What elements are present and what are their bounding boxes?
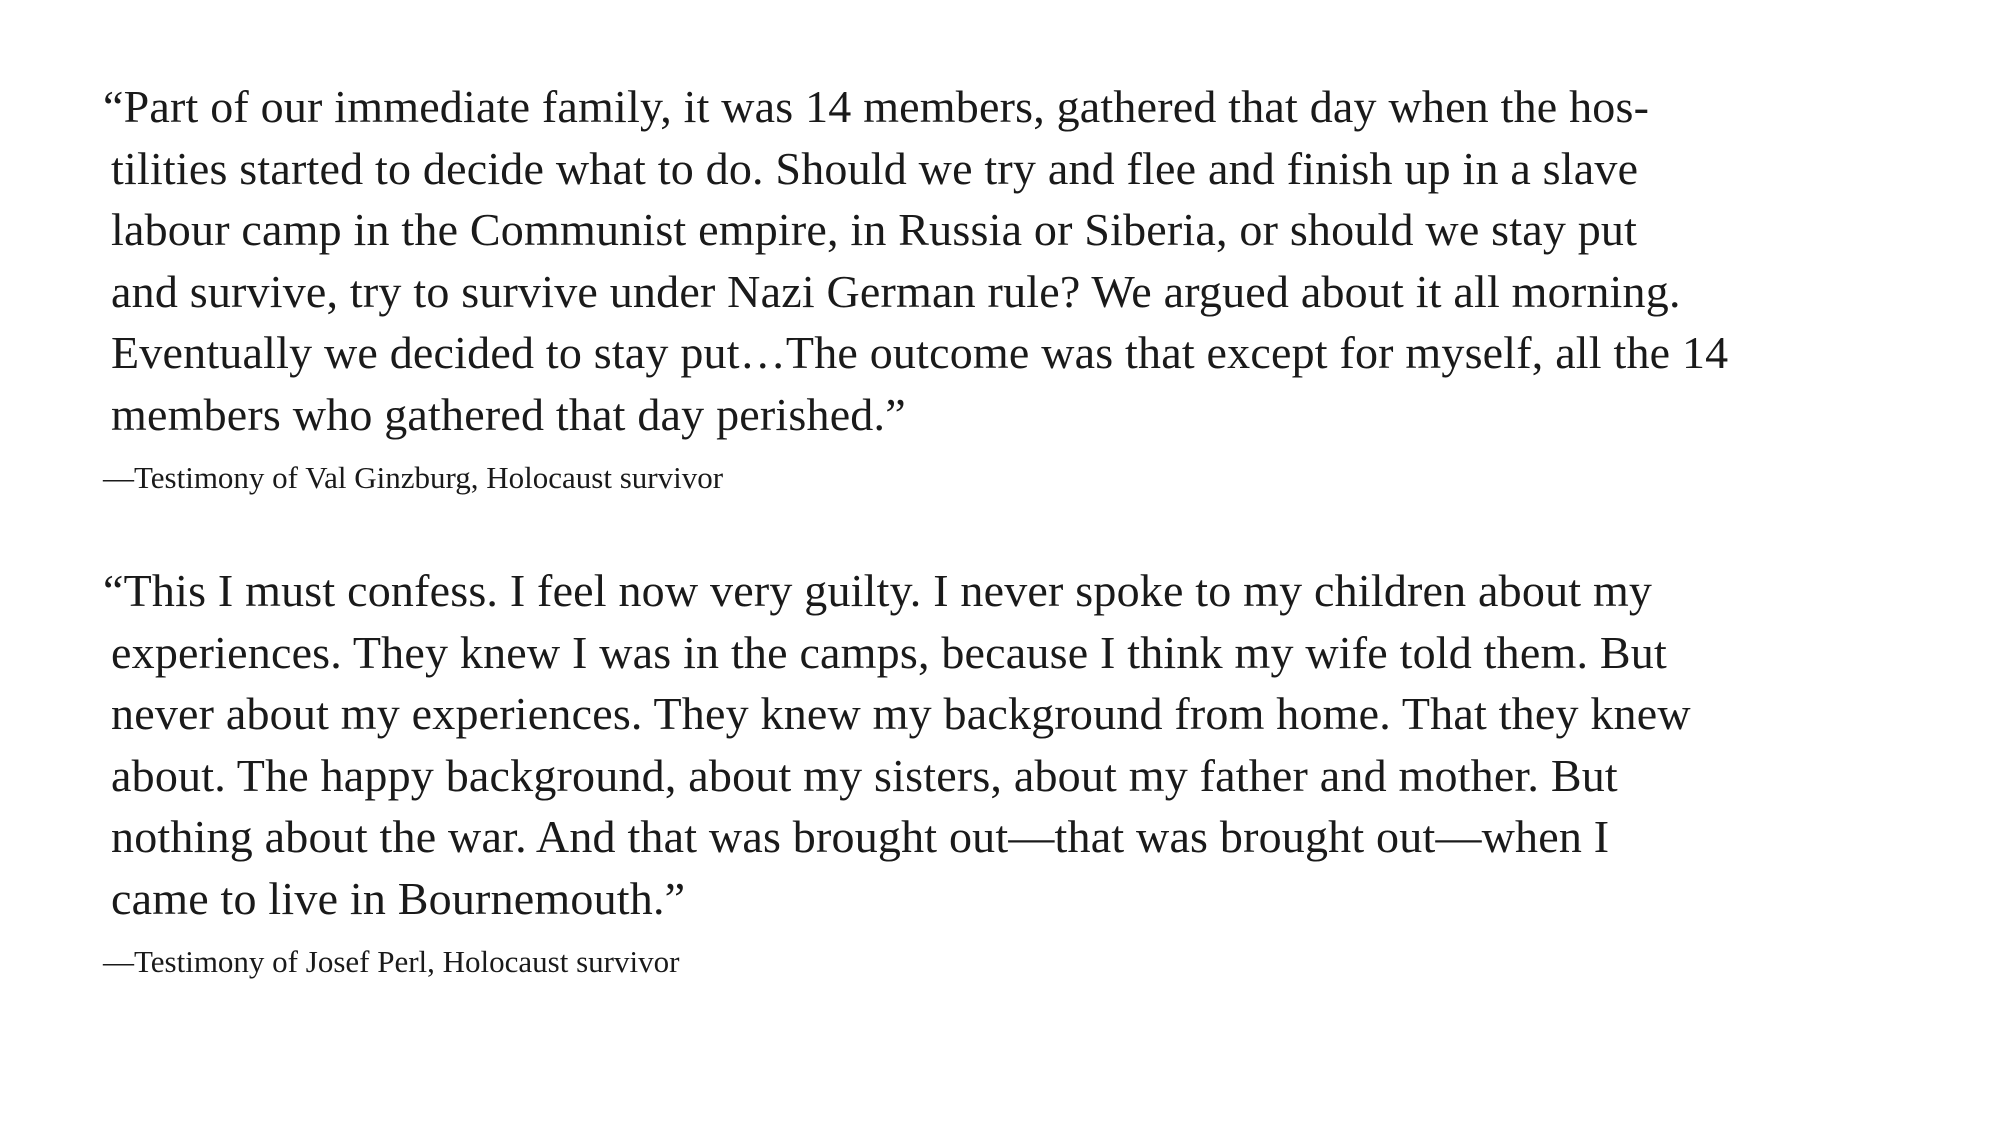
quote-line: never about my experiences. They knew my background from home. That they knew [111, 688, 1691, 739]
testimony-attribution: —Testimony of Val Ginzburg, Holocaust survivor [103, 460, 724, 495]
quote-line: “This I must confess. I feel now very guilty. I never spoke to my children about my [103, 565, 1653, 616]
quote-line: labour camp in the Communist empire, in Russia or Siberia, or should we stay put [111, 204, 1638, 255]
quote-line: members who gathered that day perished.” [111, 388, 906, 440]
quote-line: about. The happy background, about my sisters, about my father and mother. But [111, 749, 1618, 801]
quote-line: Eventually we decided to stay put…The outcome was that except for myself, all the 14 [111, 327, 1729, 378]
quote-line: “Part of our immediate family, it was 14 members, gathered that day when the hos- [103, 81, 1650, 132]
quote-line: nothing about the war. And that was brought out—that was brought out—when I [111, 811, 1610, 862]
testimony-block-ginzburg [103, 76, 1933, 499]
quote-line: and survive, try to survive under Nazi German rule? We argued about it all morning. [111, 265, 1681, 317]
testimony-quote [103, 560, 1933, 929]
quote-line: came to live in Bournemouth.” [111, 872, 686, 924]
testimony-quote [103, 76, 1933, 445]
quote-line: tilities started to decide what to do. Should we try and flee and finish up in a slave [111, 142, 1639, 194]
testimony-attribution: —Testimony of Josef Perl, Holocaust survivor [103, 944, 680, 979]
quote-line: experiences. They knew I was in the camps, because I think my wife told them. But [111, 626, 1667, 678]
testimony-block-perl [103, 560, 1933, 983]
